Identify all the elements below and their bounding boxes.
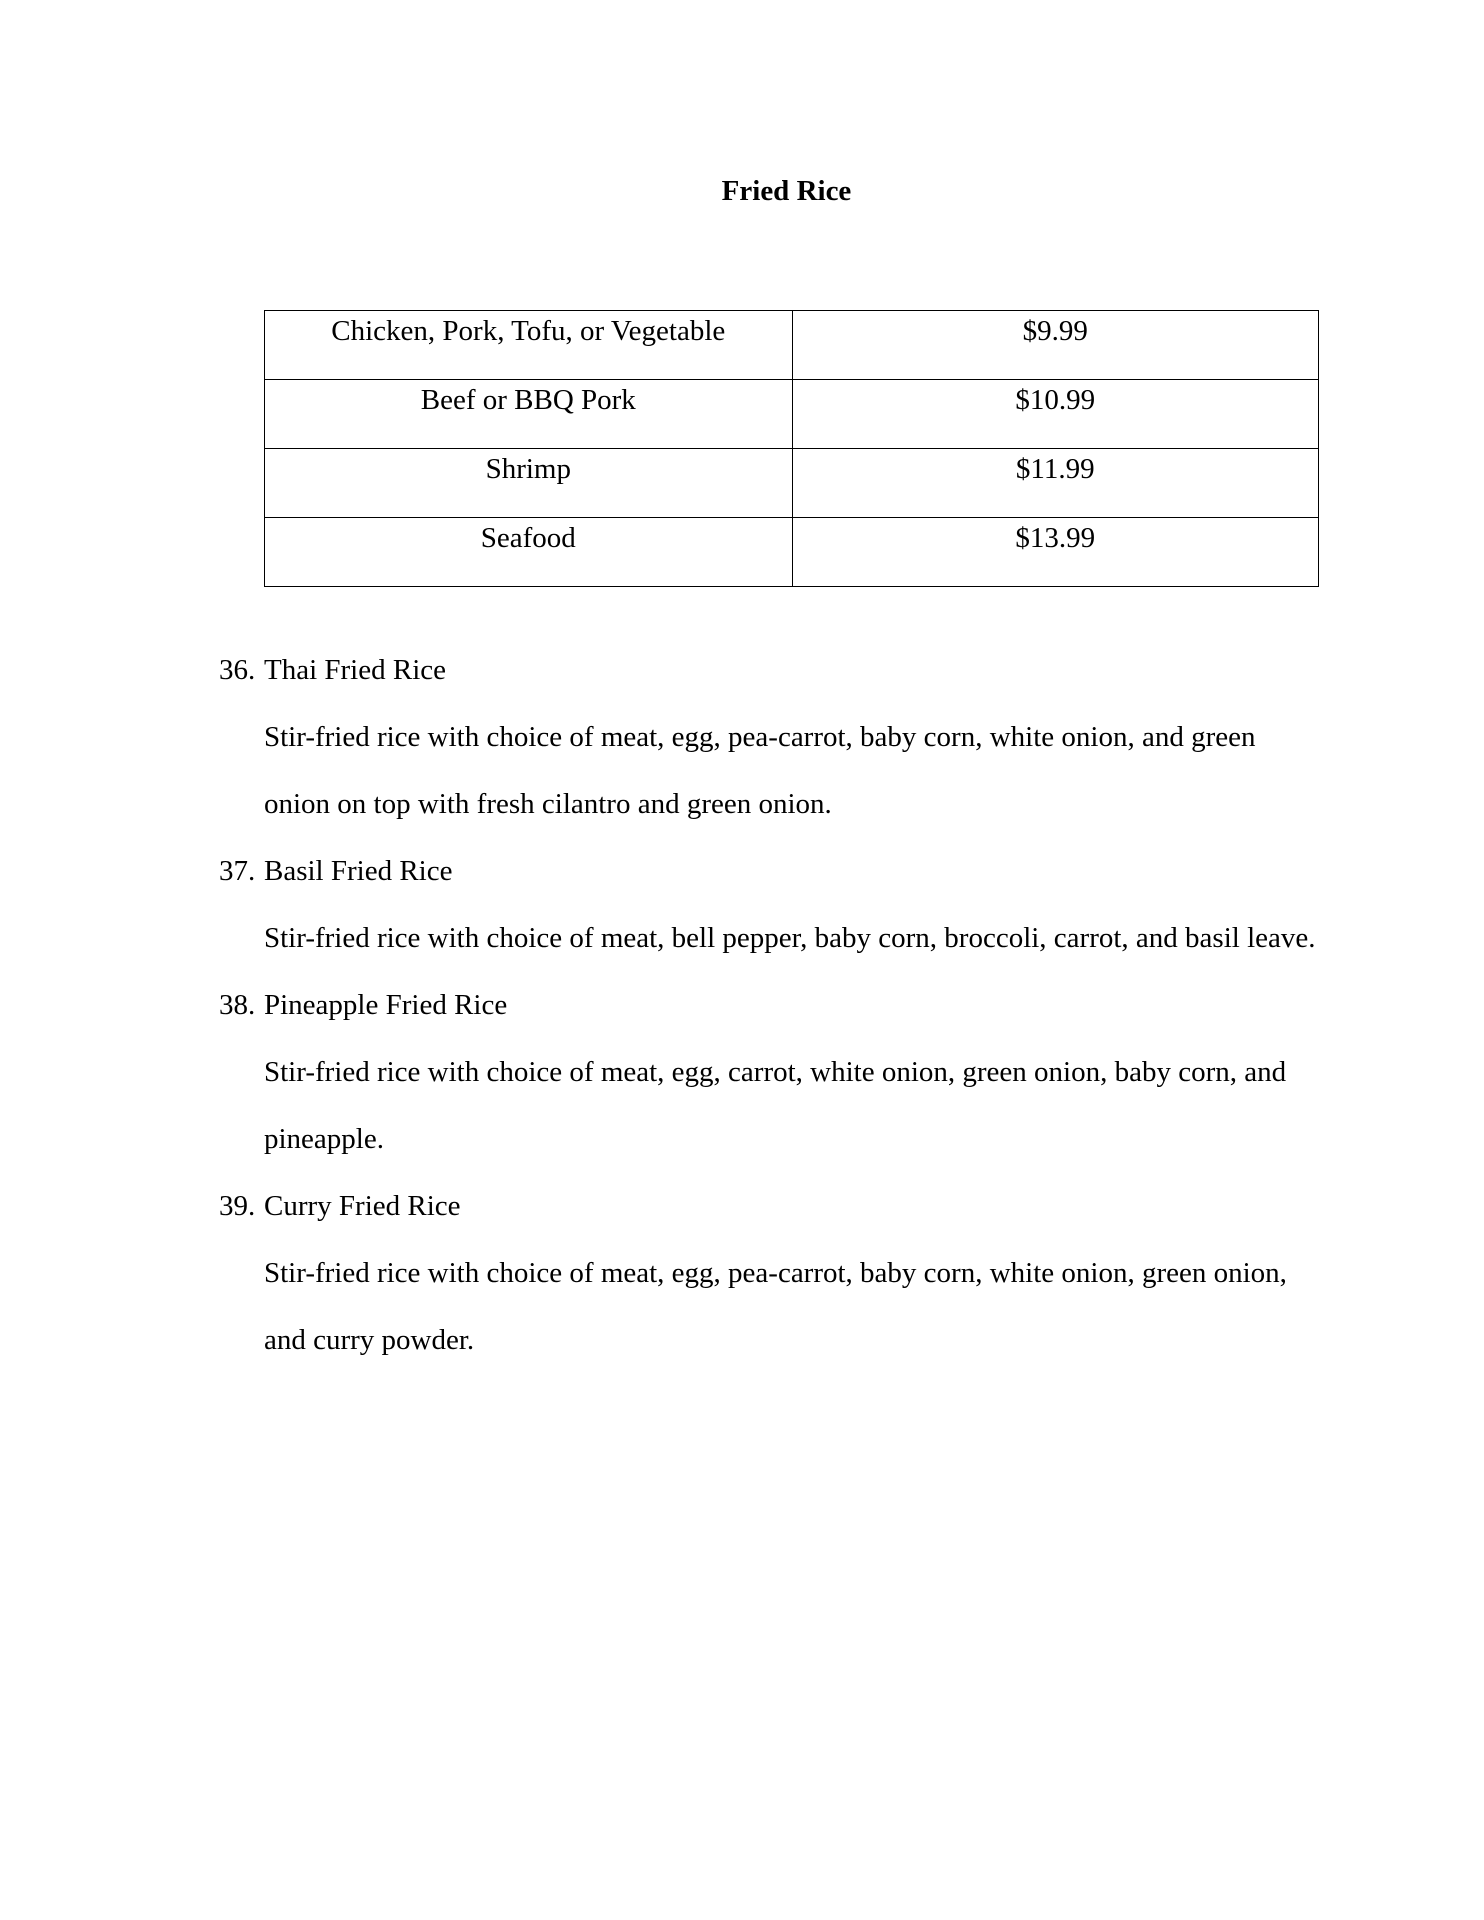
- item-cell: [265, 311, 793, 380]
- menu-item-description: [264, 719, 1324, 853]
- table-row: [265, 311, 1319, 380]
- menu-item-description: [264, 1054, 1324, 1188]
- menu-item-description-text: Stir-fried rice with choice of meat, egg, carrot, white onion, green onion, baby corn, and pineapple.: [264, 1056, 1287, 1155]
- price-label: $10.99: [1015, 384, 1096, 416]
- price-cell: [792, 311, 1318, 380]
- item-cell: [265, 449, 793, 518]
- item-cell: [265, 518, 793, 587]
- item-label: Chicken, Pork, Tofu, or Vegetable: [331, 315, 726, 347]
- table-row: [265, 518, 1319, 587]
- menu-item-pineapple-fried-rice: [0, 987, 1484, 1188]
- menu-item-number: 38.: [219, 989, 256, 1021]
- menu-item-number: 36.: [219, 654, 256, 686]
- price-cell: [792, 380, 1318, 449]
- menu-item-thai-fried-rice: [0, 652, 1484, 853]
- menu-item-name: Thai Fried Rice: [264, 654, 447, 686]
- menu-item-name: Curry Fried Rice: [264, 1190, 461, 1222]
- menu-item-description: [264, 1255, 1324, 1389]
- price-label: $9.99: [1022, 315, 1088, 347]
- price-cell: [792, 518, 1318, 587]
- table-row: [265, 380, 1319, 449]
- menu-item-name: Basil Fried Rice: [264, 855, 453, 887]
- item-label: Seafood: [480, 522, 576, 554]
- menu-item-description: [264, 920, 1324, 987]
- menu-item-description-text: Stir-fried rice with choice of meat, egg, pea-carrot, baby corn, white onion, and green onion on top with fresh cilantro and green onion.: [264, 721, 1256, 820]
- menu-item-basil-fried-rice: [0, 853, 1484, 987]
- item-cell: [265, 380, 793, 449]
- page-title: Fried Rice: [721, 175, 852, 207]
- menu-list: [0, 652, 1484, 1389]
- price-label: $13.99: [1015, 522, 1096, 554]
- price-label: $11.99: [1015, 453, 1095, 485]
- menu-item-name: Pineapple Fried Rice: [264, 989, 508, 1021]
- menu-item-curry-fried-rice: [0, 1188, 1484, 1389]
- item-label: Beef or BBQ Pork: [420, 384, 636, 416]
- table-row: [265, 449, 1319, 518]
- price-table: [264, 310, 1319, 587]
- item-label: Shrimp: [485, 453, 571, 485]
- menu-item-number: 37.: [219, 855, 256, 887]
- menu-item-description-text: Stir-fried rice with choice of meat, egg, pea-carrot, baby corn, white onion, green onion, and curry powder.: [264, 1257, 1287, 1356]
- menu-item-number: 39.: [219, 1190, 256, 1222]
- price-cell: [792, 449, 1318, 518]
- menu-item-description-text: Stir-fried rice with choice of meat, bell pepper, baby corn, broccoli, carrot, and basil leave.: [264, 922, 1316, 954]
